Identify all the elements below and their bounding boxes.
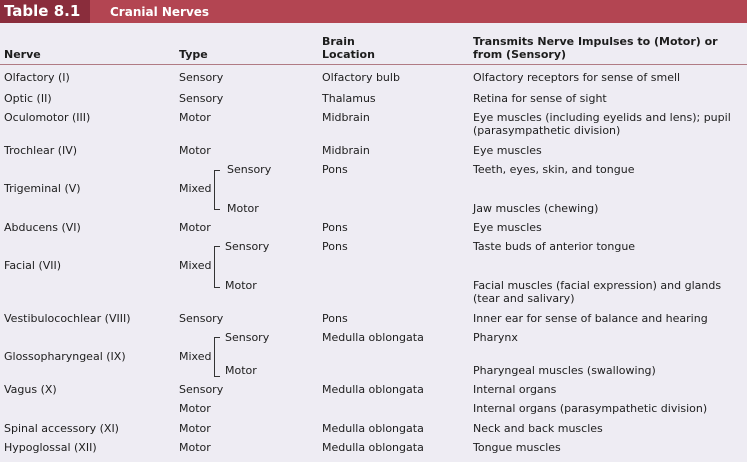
nerve-location: Thalamus <box>322 92 376 105</box>
nerve-location: Medulla oblongata <box>322 331 424 344</box>
nerve-location: Midbrain <box>322 111 370 124</box>
nerve-name: Spinal accessory (XI) <box>4 422 119 435</box>
nerve-type: Mixed <box>179 182 212 195</box>
nerve-name: Trigeminal (V) <box>4 182 81 195</box>
nerve-location: Olfactory bulb <box>322 71 400 84</box>
nerve-subtype: Motor <box>227 202 259 215</box>
nerve-location: Midbrain <box>322 144 370 157</box>
nerve-name: Trochlear (IV) <box>4 144 78 157</box>
nerve-type: Motor <box>179 111 211 124</box>
nerve-name: Vestibulocochlear (VIII) <box>4 312 131 325</box>
nerve-subtype: Motor <box>225 279 257 292</box>
nerve-transmits: Facial muscles (facial expression) and glands (tear and salivary) <box>473 279 722 305</box>
nerve-subtype: Motor <box>225 364 257 377</box>
nerve-transmits: Pharyngeal muscles (swallowing) <box>473 364 656 377</box>
nerve-transmits: Neck and back muscles <box>473 422 603 435</box>
nerve-transmits: Internal organs (parasympathetic division) <box>473 402 708 415</box>
nerve-name: Glossopharyngeal (IX) <box>4 350 126 363</box>
nerve-transmits: Pharynx <box>473 331 518 344</box>
nerve-name: Optic (II) <box>4 92 52 105</box>
nerve-location: Pons <box>322 163 348 176</box>
nerve-transmits: Tongue muscles <box>473 441 561 454</box>
nerve-transmits: Olfactory receptors for sense of smell <box>473 71 681 84</box>
nerve-transmits: Eye muscles <box>473 144 542 157</box>
nerve-name: Oculomotor (III) <box>4 111 91 124</box>
nerve-name: Vagus (X) <box>4 383 57 396</box>
table-title: Cranial Nerves <box>110 5 210 19</box>
nerve-type: Sensory <box>179 71 224 84</box>
nerve-location: Pons <box>322 312 348 325</box>
nerve-location: Pons <box>322 221 348 234</box>
nerve-type: Motor <box>179 402 211 415</box>
nerve-type: Motor <box>179 422 211 435</box>
nerve-subtype: Sensory <box>227 163 272 176</box>
nerve-subtype: Sensory <box>225 331 270 344</box>
nerve-type: Motor <box>179 441 211 454</box>
nerve-transmits: Internal organs <box>473 383 557 396</box>
header-type: Type <box>179 48 208 61</box>
nerve-type: Mixed <box>179 350 212 363</box>
nerve-transmits: Taste buds of anterior tongue <box>473 240 636 253</box>
header-transmits: Transmits Nerve Impulses to (Motor) or from (Sensory) <box>473 35 718 61</box>
nerve-transmits: Inner ear for sense of balance and hearing <box>473 312 708 325</box>
nerve-transmits: Eye muscles <box>473 221 542 234</box>
nerve-location: Medulla oblongata <box>322 441 424 454</box>
header-nerve: Nerve <box>4 48 41 61</box>
nerve-name: Facial (VII) <box>4 259 62 272</box>
nerve-name: Hypoglossal (XII) <box>4 441 97 454</box>
table-number: Table 8.1 <box>0 0 90 23</box>
nerve-type: Mixed <box>179 259 212 272</box>
header-brain-location: Brain Location <box>322 35 375 61</box>
mixed-brace <box>214 170 220 210</box>
nerve-transmits: Jaw muscles (chewing) <box>473 202 599 215</box>
nerve-transmits: Eye muscles (including eyelids and lens); pupil (parasympathetic division) <box>473 111 731 137</box>
nerve-name: Abducens (VI) <box>4 221 81 234</box>
nerve-type: Sensory <box>179 92 224 105</box>
nerve-location: Medulla oblongata <box>322 422 424 435</box>
nerve-subtype: Sensory <box>225 240 270 253</box>
nerve-transmits: Teeth, eyes, skin, and tongue <box>473 163 635 176</box>
nerve-transmits: Retina for sense of sight <box>473 92 607 105</box>
nerve-type: Sensory <box>179 312 224 325</box>
mixed-brace <box>214 246 220 288</box>
mixed-brace <box>214 337 220 377</box>
nerve-location: Pons <box>322 240 348 253</box>
nerve-location: Medulla oblongata <box>322 383 424 396</box>
nerve-type: Sensory <box>179 383 224 396</box>
nerve-name: Olfactory (I) <box>4 71 70 84</box>
header-rule <box>0 64 747 65</box>
nerve-type: Motor <box>179 144 211 157</box>
nerve-type: Motor <box>179 221 211 234</box>
